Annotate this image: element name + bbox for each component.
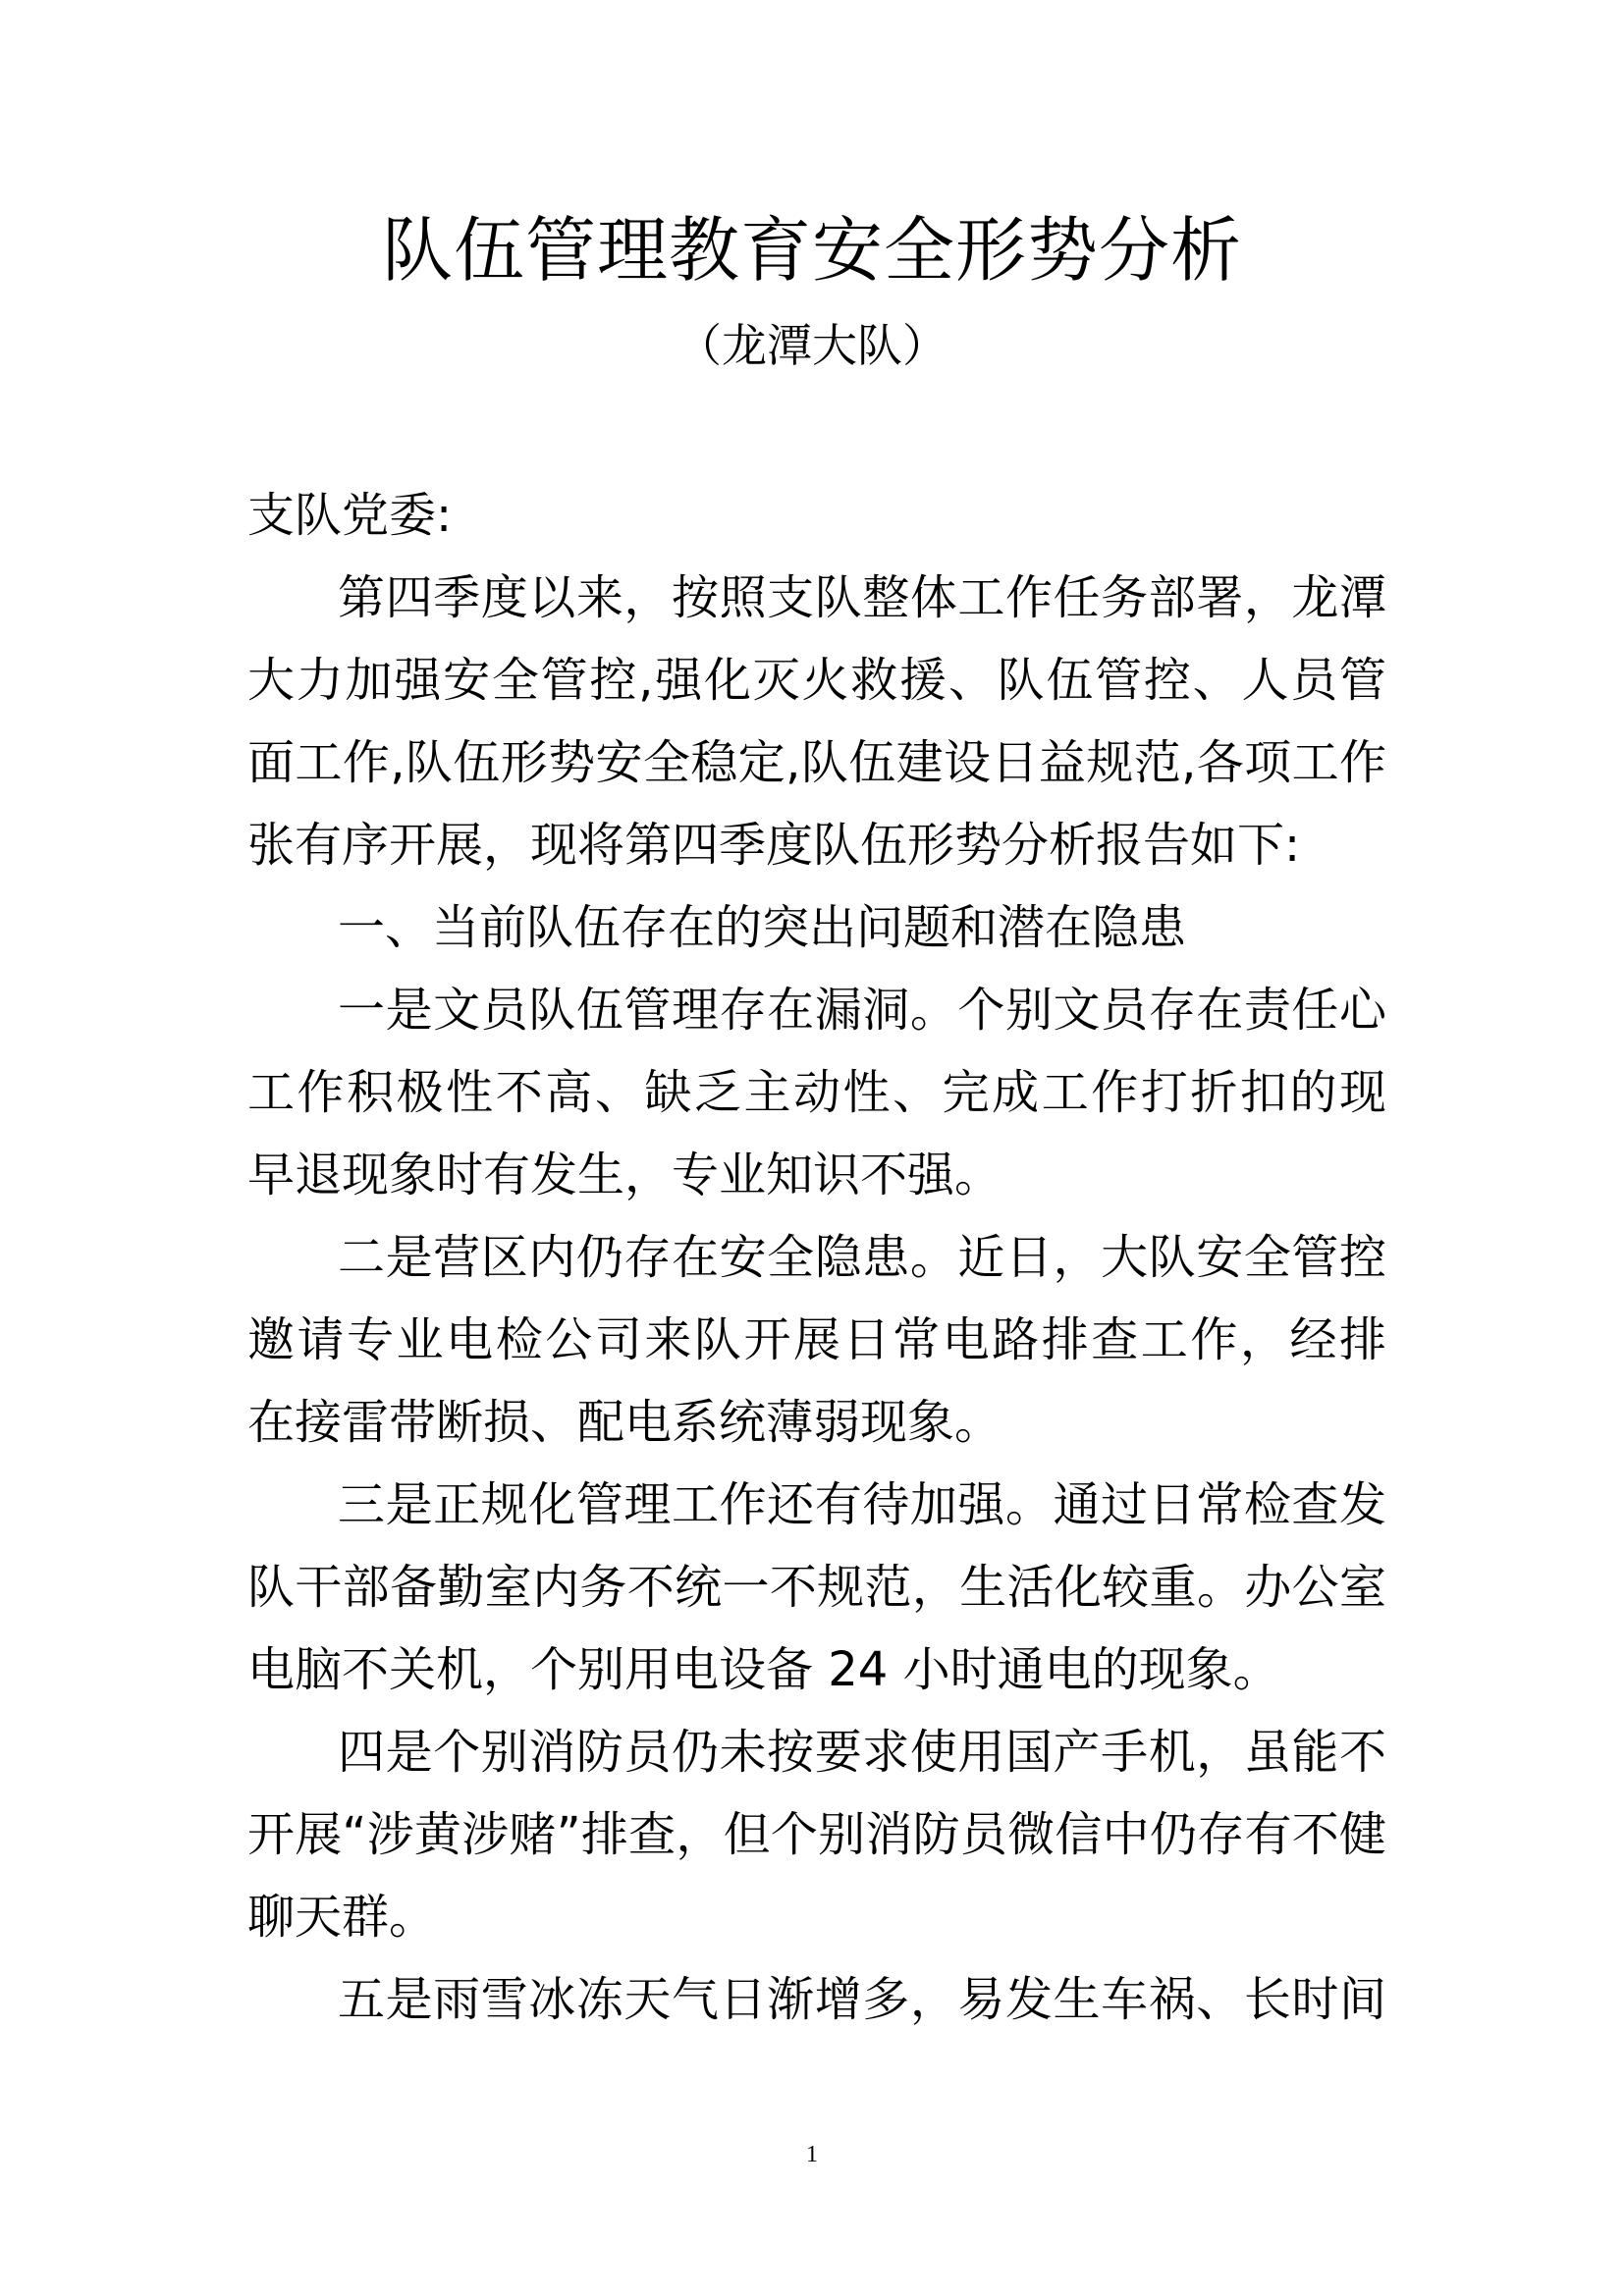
text-line: 三是正规化管理工作还有待加强。通过日常检查发 (338, 1477, 1386, 1532)
text-line: 工作积极性不高、缺乏主动性、完成工作打折扣的现 (247, 1065, 1386, 1120)
text-line: 五是雨雪冰冻天气日渐增多，易发生车祸、长时间 (338, 1972, 1386, 2027)
text-line: 第四季度以来，按照支队整体工作任务部署，龙潭 (338, 570, 1386, 625)
page-number: 1 (806, 2142, 818, 2167)
text-line: 早退现象时有发生，专业知识不强。 (247, 1148, 1002, 1202)
document-subtitle: （龙潭大队） (677, 319, 947, 372)
text-line: 电脑不关机，个别用电设备 24 小时通电的现象。 (247, 1642, 1280, 1697)
text-line: 二是营区内仍存在安全隐患。近日，大队安全管控 (338, 1230, 1386, 1285)
text-line: 队干部备勤室内务不统一不规范，生活化较重。办公室 (247, 1560, 1386, 1615)
text-line: 面工作,队伍形势安全稳定,队伍建设日益规范,各项工作 (247, 735, 1386, 790)
text-line: 开展“涉黄涉赌”排查，但个别消防员微信中仍存有不健 (247, 1807, 1386, 1862)
text-line: 一、当前队伍存在的突出问题和潜在隐患 (338, 900, 1187, 955)
text-line: 四是个别消防员仍未按要求使用国产手机，虽能不 (338, 1725, 1386, 1780)
text-line: 聊天群。 (247, 1890, 437, 1945)
text-line: 大力加强安全管控,强化灭火救援、队伍管控、人员管 (247, 653, 1386, 708)
document-body (247, 474, 1386, 2041)
text-line: 邀请专业电检公司来队开展日常电路排查工作，经排 (247, 1312, 1386, 1367)
document-title: 队伍管理教育安全形势分析 (381, 209, 1242, 292)
text-line: 一是文员队伍管理存在漏洞。个别文员存在责任心 (338, 983, 1386, 1038)
text-line: 在接雷带断损、配电系统薄弱现象。 (247, 1395, 1002, 1450)
text-line: 支队党委: (247, 488, 453, 543)
text-line: 张有序开展，现将第四季度队伍形势分析报告如下: (247, 818, 1301, 873)
